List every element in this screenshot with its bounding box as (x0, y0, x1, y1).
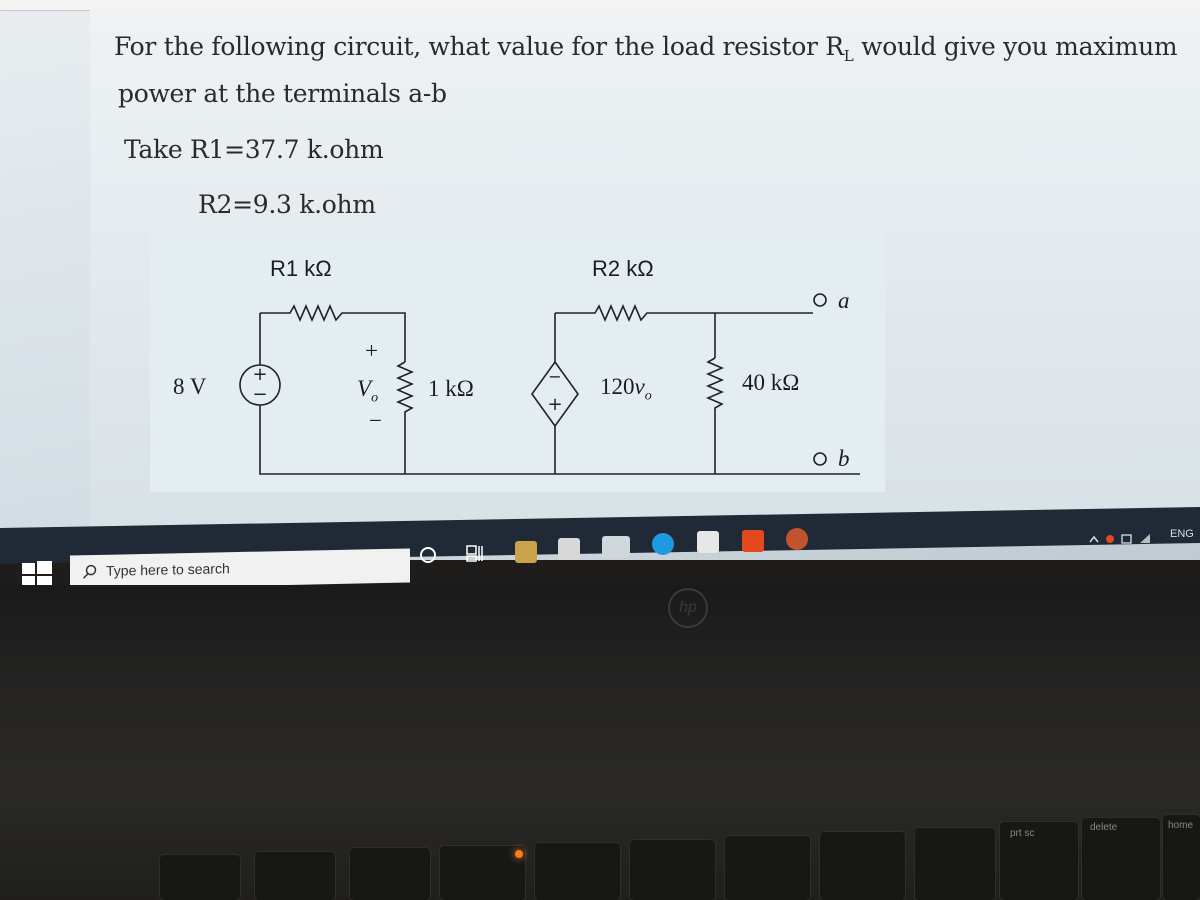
resistor-r2 (555, 306, 813, 320)
circuit-diagram (150, 230, 885, 492)
key-f9[interactable] (630, 840, 715, 900)
vo-plus: + (365, 338, 378, 363)
wifi-icon (1140, 534, 1150, 543)
key-f12[interactable] (915, 828, 995, 900)
key-f5[interactable] (255, 852, 335, 900)
terminal-a-label: a (838, 288, 850, 313)
r1-label: R1 kΩ (270, 256, 332, 281)
key-f7[interactable] (440, 846, 525, 900)
taskbar-search-box[interactable] (70, 548, 410, 589)
key-prtsc-label: prt sc (1010, 828, 1035, 839)
source-plus-icon: + (252, 364, 268, 385)
laptop-bezel (0, 585, 1200, 680)
vo-minus: − (369, 408, 382, 433)
resistor-40k (708, 358, 722, 474)
store-icon[interactable] (558, 538, 580, 560)
key-f11[interactable] (820, 832, 905, 900)
key-f6[interactable] (350, 848, 430, 900)
key-home-label: home (1168, 820, 1194, 831)
search-icon (82, 564, 98, 580)
hp-logo: hp (668, 588, 708, 628)
dep-minus-icon: − (548, 367, 562, 386)
source-minus-icon: − (252, 384, 268, 405)
resistor-1k (398, 362, 412, 420)
mute-led (515, 850, 523, 858)
terminal-b-label: b (838, 446, 850, 471)
file-explorer-icon[interactable] (515, 541, 537, 563)
terminal-b-node (814, 453, 826, 465)
terminal-a-node (814, 294, 826, 306)
chrome-icon[interactable] (786, 528, 808, 550)
r-40k-label: 40 kΩ (742, 370, 800, 395)
system-tray-icons[interactable] (1088, 531, 1158, 547)
r2-label: R2 kΩ (592, 256, 654, 281)
key-delete-label: delete (1090, 822, 1118, 833)
source-label: 8 V (173, 374, 207, 399)
question-line-1: For the following circuit, what value for the load resistor $R_L$ would give you maximum (114, 32, 1178, 65)
chevron-up-icon (1090, 537, 1098, 542)
wire-bottom (260, 405, 860, 474)
cortana-icon[interactable] (418, 545, 438, 565)
given-r2: R2=9.3 k.ohm (198, 190, 376, 219)
office-icon[interactable] (742, 530, 764, 552)
dep-plus-icon: + (547, 394, 563, 415)
key-f4[interactable] (160, 855, 240, 900)
search-placeholder: Type here to search (106, 560, 230, 579)
mail-icon[interactable] (602, 536, 630, 558)
tray-language[interactable]: ENG (1170, 528, 1194, 540)
dep-source-label: $120v_o$ (600, 374, 652, 404)
question-line-2: power at the terminals a-b (118, 79, 447, 108)
given-r1: Take R1=37.7 k.ohm (124, 135, 384, 164)
key-f8[interactable] (535, 843, 620, 900)
resistor-r1 (260, 306, 405, 362)
vo-label: $V_o$ (357, 376, 379, 406)
task-view-icon[interactable] (464, 542, 486, 564)
battery-icon (1122, 535, 1131, 543)
r-1k-label: 1 kΩ (428, 376, 474, 401)
calendar-icon[interactable] (697, 531, 719, 553)
key-f10[interactable] (725, 836, 810, 900)
edge-icon[interactable] (652, 533, 674, 555)
tray-app-icon (1106, 535, 1114, 543)
